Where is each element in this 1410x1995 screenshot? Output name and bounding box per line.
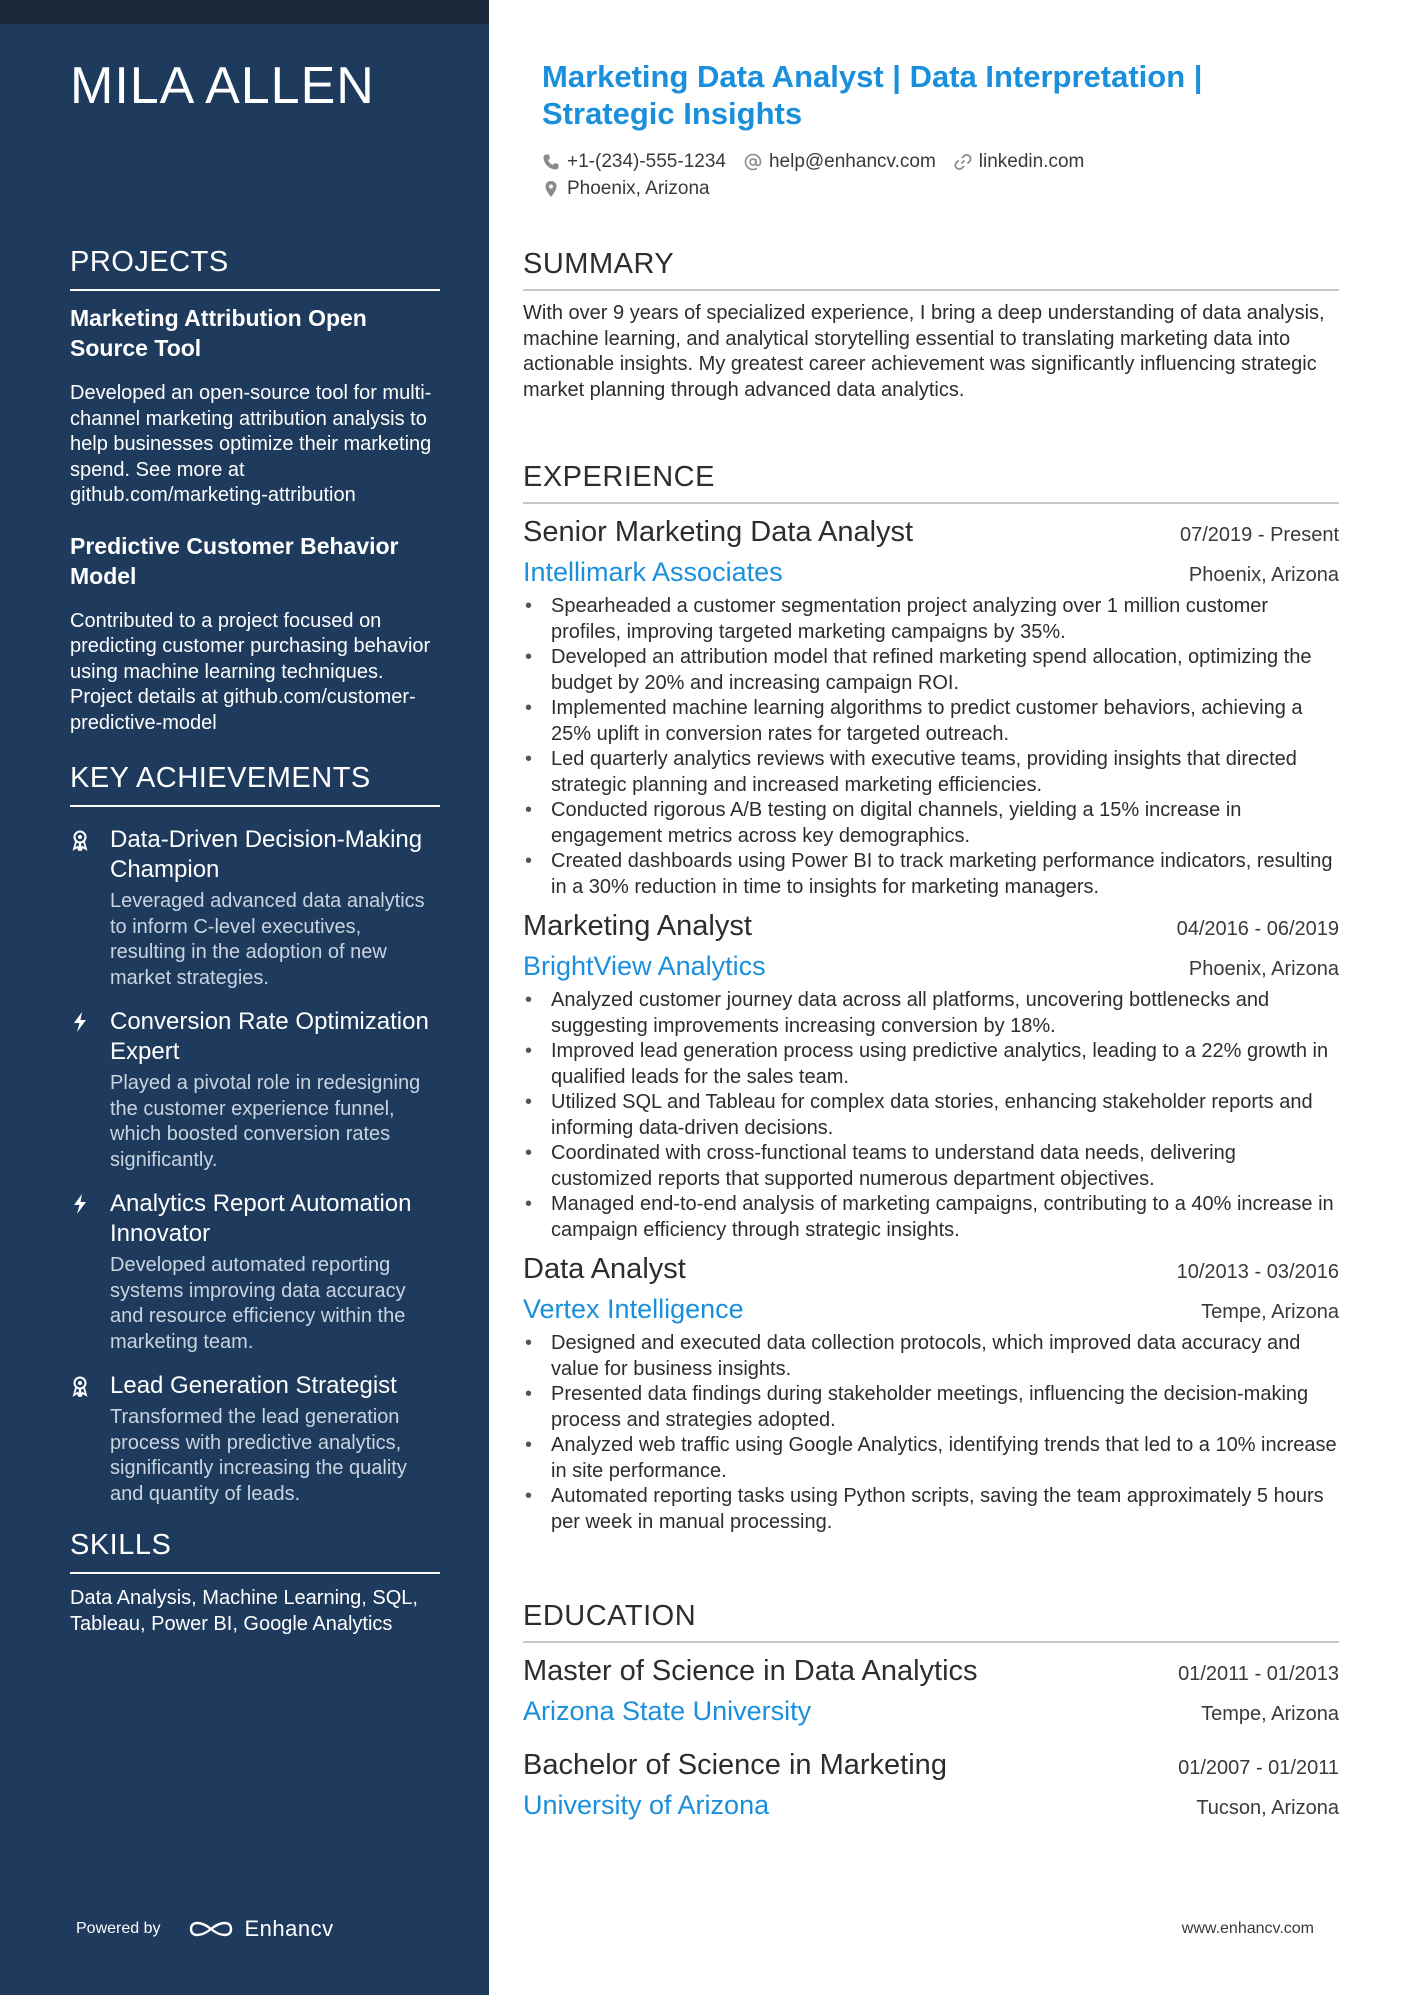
achievement-description: Transformed the lead generation process with predictive analytics, significantly increasing the quality and quantity of leads. (110, 1406, 407, 1505)
enhancv-logo-icon (187, 1916, 235, 1942)
phone-contact[interactable] (542, 151, 726, 173)
email-contact[interactable] (744, 151, 936, 173)
bullet-item: • Automated reporting tasks using Python scripts, saving the team approximately 5 hours per week in manual processing. (523, 1484, 1339, 1535)
projects-heading: PROJECTS (70, 246, 440, 291)
achievement-description: Developed automated reporting systems improving data accuracy and resource efficiency within the marketing team. (110, 1254, 406, 1353)
job-title: Marketing Analyst (523, 910, 752, 942)
education-section (523, 1600, 1339, 1821)
candidate-name: MILA ALLEN (70, 57, 375, 115)
bullet-item: • Designed and executed data collection protocols, which improved data accuracy and value for business insights. (523, 1331, 1339, 1382)
linkedin-contact[interactable] (954, 151, 1085, 173)
achievement-title: Lead Generation Strategist (110, 1372, 397, 1399)
project-description: Developed an open-source tool for multi-channel marketing attribution analysis to help businesses optimize their marketing spend. See more at github.com/marketing-attribution (70, 382, 432, 506)
achievement-description: Leveraged advanced data analytics to inform C-level executives, resulting in the adoption of new market strategies. (110, 890, 425, 989)
project-description: Contributed to a project focused on predicting customer purchasing behavior using machine learning techniques. Project details at github.com/customer-predictive-model (70, 609, 431, 734)
education-heading: EDUCATION (523, 1600, 1339, 1643)
summary-text: With over 9 years of specialized experience, I bring a deep understanding of data analysis, machine learning, and analytical storytelling essential to translating marketing data into actionable insights. My greatest career achievement was significantly influencing strategic market planning through advanced data analytics. (523, 302, 1325, 401)
job-location: Tempe, Arizona (1201, 1301, 1339, 1323)
job-location: Phoenix, Arizona (1188, 958, 1339, 980)
at-sign-icon (744, 153, 762, 171)
email-address: help@enhancv.com (768, 150, 936, 172)
bullet-item: • Conducted rigorous A/B testing on digital channels, yielding a 15% increase in engagement metrics across key demographics. (523, 798, 1339, 849)
job-location: Phoenix, Arizona (1188, 564, 1339, 586)
job-entry (523, 1253, 1339, 1535)
bullet-item: • Implemented machine learning algorithms to predict customer behaviors, achieving a 25% uplift in conversion rates for targeted outreach. (523, 696, 1339, 747)
location-text: Phoenix, Arizona (567, 177, 710, 199)
contact-info (542, 148, 1339, 202)
achievement-description: Played a pivotal role in redesigning the customer experience funnel, which boosted conversion rates significantly. (110, 1072, 421, 1171)
award-ribbon-icon (70, 825, 110, 991)
job-company: Intellimark Associates (523, 557, 783, 587)
skills-heading: SKILLS (70, 1529, 440, 1574)
achievement-title: Data-Driven Decision-Making Champion (110, 826, 423, 883)
bullet-item: • Analyzed customer journey data across all platforms, uncovering bottlenecks and suggesting improvements increasing conversion by 18%. (523, 988, 1339, 1039)
education-dates: 01/2007 - 01/2011 (1178, 1757, 1339, 1779)
link-icon (954, 153, 972, 171)
achievement-title: Analytics Report Automation Innovator (110, 1190, 412, 1247)
job-bullets (523, 1331, 1339, 1535)
job-entry (523, 516, 1339, 900)
job-dates: 07/2019 - Present (1180, 524, 1339, 546)
job-bullets (523, 594, 1339, 900)
job-entry (523, 910, 1339, 1243)
achievement-item (70, 1007, 440, 1173)
sidebar-top-bar (0, 0, 489, 24)
achievement-item (70, 825, 440, 991)
bullet-item: • Analyzed web traffic using Google Analytics, identifying trends that led to a 10% increase in site performance. (523, 1433, 1339, 1484)
enhancv-logo[interactable] (187, 1916, 334, 1942)
project-title: Predictive Customer Behavior Model (70, 532, 399, 589)
sidebar (0, 0, 489, 1995)
school-location: Tempe, Arizona (1201, 1703, 1339, 1725)
education-dates: 01/2011 - 01/2013 (1178, 1663, 1339, 1685)
school-name: Arizona State University (523, 1696, 812, 1726)
bullet-item: • Spearheaded a customer segmentation project analyzing over 1 million customer profiles, improving targeted marketing campaigns by 35%. (523, 594, 1339, 645)
education-entry (523, 1749, 1339, 1821)
job-company: Vertex Intelligence (523, 1294, 744, 1324)
main-column (523, 58, 1339, 1820)
bullet-item: • Led quarterly analytics reviews with executive teams, providing insights that directed strategic planning and increased marketing efficiencies. (523, 747, 1339, 798)
achievement-title: Conversion Rate Optimization Expert (110, 1008, 429, 1065)
summary-heading: SUMMARY (523, 248, 1339, 291)
sidebar-content (70, 246, 440, 1637)
job-bullets (523, 988, 1339, 1243)
degree-title: Master of Science in Data Analytics (523, 1655, 978, 1687)
bullet-item: • Improved lead generation process using predictive analytics, leading to a 22% growth in qualified leads for the sales team. (523, 1039, 1339, 1090)
school-location: Tucson, Arizona (1196, 1797, 1339, 1819)
linkedin-url: linkedin.com (978, 150, 1085, 172)
lightning-bolt-icon (70, 1007, 110, 1173)
achievement-item (70, 1371, 440, 1507)
phone-number: +1-(234)-555-1234 (567, 150, 726, 172)
job-title: Senior Marketing Data Analyst (523, 516, 914, 548)
skills-section (70, 1529, 440, 1637)
bullet-item: • Managed end-to-end analysis of marketing campaigns, contributing to a 40% increase in campaign efficiency through strategic insights. (523, 1192, 1339, 1243)
footer-website-link[interactable]: www.enhancv.com (1181, 1920, 1314, 1937)
school-name: University of Arizona (523, 1790, 770, 1820)
powered-by-label: Powered by (76, 1920, 161, 1937)
project-title: Marketing Attribution Open Source Tool (70, 305, 367, 361)
education-entry (523, 1655, 1339, 1727)
location-contact (542, 178, 710, 200)
job-title: Data Analyst (523, 1253, 686, 1285)
professional-headline: Marketing Data Analyst | Data Interpretation | Strategic Insights (542, 59, 1203, 131)
lightning-bolt-icon (70, 1189, 110, 1355)
bullet-item: • Coordinated with cross-functional teams to understand data needs, delivering customized reports that supported numerous department objectives. (523, 1141, 1339, 1192)
project-item (70, 531, 440, 737)
achievement-item (70, 1189, 440, 1355)
job-company: BrightView Analytics (523, 951, 766, 981)
degree-title: Bachelor of Science in Marketing (523, 1749, 947, 1781)
bullet-item: • Developed an attribution model that refined marketing spend allocation, optimizing the budget by 20% and increasing campaign ROI. (523, 645, 1339, 696)
job-dates: 10/2013 - 03/2016 (1176, 1261, 1339, 1283)
powered-by (76, 1916, 334, 1942)
key-achievements-heading: KEY ACHIEVEMENTS (70, 762, 440, 807)
phone-icon (542, 153, 560, 171)
award-ribbon-icon (70, 1371, 110, 1507)
map-pin-icon (542, 180, 560, 198)
skills-list: Data Analysis, Machine Learning, SQL, Tableau, Power BI, Google Analytics (70, 1587, 418, 1635)
bullet-item: • Created dashboards using Power BI to track marketing performance indicators, resulting in a 30% reduction in time to insights for marketing managers. (523, 849, 1339, 900)
experience-heading: EXPERIENCE (523, 461, 1339, 504)
enhancv-logo-text: Enhancv (244, 1916, 334, 1941)
summary-section (523, 248, 1339, 403)
job-dates: 04/2016 - 06/2019 (1176, 918, 1339, 940)
key-achievements-section (70, 762, 440, 1507)
experience-section (523, 461, 1339, 1535)
bullet-item: • Presented data findings during stakeholder meetings, influencing the decision-making process and strategies adopted. (523, 1382, 1339, 1433)
bullet-item: • Utilized SQL and Tableau for complex data stories, enhancing stakeholder reports and informing data-driven decisions. (523, 1090, 1339, 1141)
project-item (70, 303, 440, 509)
